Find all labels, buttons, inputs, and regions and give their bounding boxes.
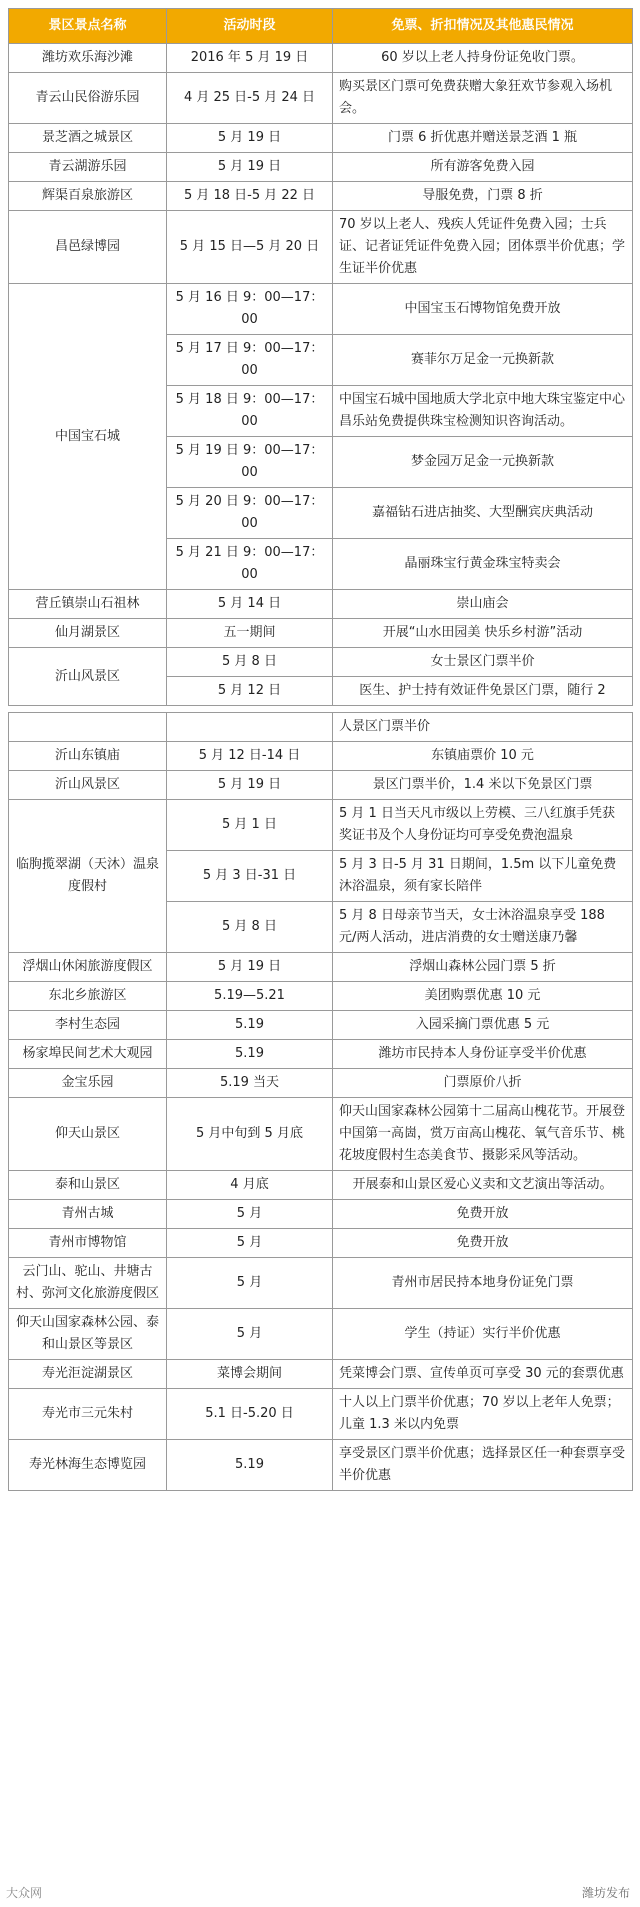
activity-period: 2016 年 5 月 19 日 xyxy=(167,44,333,73)
site-name-empty xyxy=(9,713,167,742)
site-name: 景芝酒之城景区 xyxy=(9,124,167,153)
table-row xyxy=(9,619,633,648)
table-row xyxy=(9,1171,633,1200)
activity-period: 4 月底 xyxy=(167,1171,333,1200)
table-row xyxy=(9,1440,633,1491)
activity-period-empty xyxy=(167,713,333,742)
activity-period: 5 月 8 日 xyxy=(167,902,333,953)
table-row xyxy=(9,1309,633,1360)
activity-period: 5 月 19 日 xyxy=(167,124,333,153)
discount-info: 女士景区门票半价 xyxy=(333,648,633,677)
discount-info: 门票 6 折优惠并赠送景芝酒 1 瓶 xyxy=(333,124,633,153)
discount-info: 景区门票半价，1.4 米以下免景区门票 xyxy=(333,771,633,800)
table-row xyxy=(9,982,633,1011)
discount-info: 免费开放 xyxy=(333,1200,633,1229)
table-row xyxy=(9,124,633,153)
site-name: 仰天山景区 xyxy=(9,1098,167,1171)
table-row xyxy=(9,590,633,619)
site-name: 辉渠百泉旅游区 xyxy=(9,182,167,211)
activity-period: 5 月 xyxy=(167,1229,333,1258)
site-name: 浮烟山休闲旅游度假区 xyxy=(9,953,167,982)
activity-period: 5.19 xyxy=(167,1011,333,1040)
site-name: 沂山风景区 xyxy=(9,648,167,706)
discount-info: 所有游客免费入园 xyxy=(333,153,633,182)
site-name: 杨家埠民间艺术大观园 xyxy=(9,1040,167,1069)
activity-period: 5.1 日-5.20 日 xyxy=(167,1389,333,1440)
activity-period: 5 月 3 日-31 日 xyxy=(167,851,333,902)
site-name: 青州古城 xyxy=(9,1200,167,1229)
activity-period: 5 月 19 日 xyxy=(167,771,333,800)
site-name: 沂山风景区 xyxy=(9,771,167,800)
discount-info: 医生、护士持有效证件免景区门票，随行 2 xyxy=(333,677,633,706)
activity-period: 五一期间 xyxy=(167,619,333,648)
header-col-desc: 免票、折扣情况及其他惠民情况 xyxy=(333,9,633,44)
discount-info: 东镇庙票价 10 元 xyxy=(333,742,633,771)
table-row xyxy=(9,771,633,800)
site-name: 营丘镇崇山石祖林 xyxy=(9,590,167,619)
activity-period: 5.19—5.21 xyxy=(167,982,333,1011)
activity-period: 5 月 1 日 xyxy=(167,800,333,851)
discount-info: 购买景区门票可免费获赠大象狂欢节参观入场机会。 xyxy=(333,73,633,124)
discount-table xyxy=(8,8,633,1491)
activity-period: 5 月 16 日 9：00—17：00 xyxy=(167,284,333,335)
activity-period: 5 月 14 日 xyxy=(167,590,333,619)
discount-info: 美团购票优惠 10 元 xyxy=(333,982,633,1011)
table-row xyxy=(9,211,633,284)
discount-info: 学生（持证）实行半价优惠 xyxy=(333,1309,633,1360)
site-name: 金宝乐园 xyxy=(9,1069,167,1098)
table-row xyxy=(9,1069,633,1098)
activity-period: 菜博会期间 xyxy=(167,1360,333,1389)
site-name: 昌邑绿博园 xyxy=(9,211,167,284)
activity-period: 5 月 17 日 9：00—17：00 xyxy=(167,335,333,386)
table-row xyxy=(9,953,633,982)
header-col-name: 景区景点名称 xyxy=(9,9,167,44)
discount-info: 60 岁以上老人持身份证免收门票。 xyxy=(333,44,633,73)
discount-info: 5 月 8 日母亲节当天，女士沐浴温泉享受 188 元/两人活动，进店消费的女士赠送康乃馨 xyxy=(333,902,633,953)
site-name: 青云山民俗游乐园 xyxy=(9,73,167,124)
discount-info: 导服免费，门票 8 折 xyxy=(333,182,633,211)
discount-info: 门票原价八折 xyxy=(333,1069,633,1098)
discount-info: 免费开放 xyxy=(333,1229,633,1258)
activity-period: 5 月 19 日 xyxy=(167,153,333,182)
table-header-row xyxy=(9,9,633,44)
discount-info: 凭菜博会门票、宣传单页可享受 30 元的套票优惠 xyxy=(333,1360,633,1389)
table-row xyxy=(9,1360,633,1389)
discount-info: 晶丽珠宝行黄金珠宝特卖会 xyxy=(333,539,633,590)
footer-source: 大众网 xyxy=(6,1886,43,1900)
activity-period: 4 月 25 日-5 月 24 日 xyxy=(167,73,333,124)
discount-info-continued: 人景区门票半价 xyxy=(333,713,633,742)
site-name: 临朐揽翠湖（天沐）温泉度假村 xyxy=(9,800,167,953)
table-row xyxy=(9,44,633,73)
table-row xyxy=(9,284,633,335)
activity-period: 5.19 当天 xyxy=(167,1069,333,1098)
site-name: 潍坊欢乐海沙滩 xyxy=(9,44,167,73)
activity-period: 5 月 19 日 9：00—17：00 xyxy=(167,437,333,488)
discount-info: 嘉福钻石进店抽奖、大型酬宾庆典活动 xyxy=(333,488,633,539)
site-name: 云门山、驼山、井塘古村、弥河文化旅游度假区 xyxy=(9,1258,167,1309)
table-row xyxy=(9,800,633,851)
discount-info: 崇山庙会 xyxy=(333,590,633,619)
site-name: 东北乡旅游区 xyxy=(9,982,167,1011)
discount-info: 5 月 1 日当天凡市级以上劳模、三八红旗手凭获奖证书及个人身份证均可享受免费泡温泉 xyxy=(333,800,633,851)
site-name: 仰天山国家森林公园、泰和山景区等景区 xyxy=(9,1309,167,1360)
site-name: 寿光林海生态博览园 xyxy=(9,1440,167,1491)
activity-period: 5 月中旬到 5 月底 xyxy=(167,1098,333,1171)
table-row xyxy=(9,73,633,124)
activity-period: 5 月 xyxy=(167,1258,333,1309)
footer xyxy=(0,1867,640,1907)
discount-info: 青州市居民持本地身份证免门票 xyxy=(333,1258,633,1309)
table-row xyxy=(9,1258,633,1309)
activity-period: 5 月 12 日 xyxy=(167,677,333,706)
activity-period: 5.19 xyxy=(167,1040,333,1069)
discount-info: 中国宝玉石博物馆免费开放 xyxy=(333,284,633,335)
site-name: 中国宝石城 xyxy=(9,284,167,590)
table-row xyxy=(9,648,633,677)
activity-period: 5 月 8 日 xyxy=(167,648,333,677)
header-col-time: 活动时段 xyxy=(167,9,333,44)
activity-period: 5 月 xyxy=(167,1200,333,1229)
activity-period: 5 月 15 日—5 月 20 日 xyxy=(167,211,333,284)
table-row xyxy=(9,742,633,771)
page-break xyxy=(9,706,633,713)
discount-info: 赛菲尔万足金一元换新款 xyxy=(333,335,633,386)
discount-info: 开展“山水田园美 快乐乡村游”活动 xyxy=(333,619,633,648)
table-row xyxy=(9,1229,633,1258)
site-name: 寿光洰淀湖景区 xyxy=(9,1360,167,1389)
site-name: 沂山东镇庙 xyxy=(9,742,167,771)
activity-period: 5 月 20 日 9：00—17：00 xyxy=(167,488,333,539)
activity-period: 5 月 18 日-5 月 22 日 xyxy=(167,182,333,211)
discount-info: 入园采摘门票优惠 5 元 xyxy=(333,1011,633,1040)
site-name: 青州市博物馆 xyxy=(9,1229,167,1258)
activity-period: 5 月 18 日 9：00—17：00 xyxy=(167,386,333,437)
table-row xyxy=(9,1040,633,1069)
table-row xyxy=(9,1389,633,1440)
discount-info: 浮烟山森林公园门票 5 折 xyxy=(333,953,633,982)
discount-info: 仰天山国家森林公园第十二届高山槐花节。开展登中国第一高崮，赏万亩高山槐花、氧气音乐节、桃花坡度假村生态美食节、摄影采风等活动。 xyxy=(333,1098,633,1171)
table-row xyxy=(9,153,633,182)
activity-period: 5 月 12 日-14 日 xyxy=(167,742,333,771)
site-name: 李村生态园 xyxy=(9,1011,167,1040)
site-name: 泰和山景区 xyxy=(9,1171,167,1200)
site-name: 仙月湖景区 xyxy=(9,619,167,648)
site-name: 寿光市三元朱村 xyxy=(9,1389,167,1440)
discount-info: 潍坊市民持本人身份证享受半价优惠 xyxy=(333,1040,633,1069)
activity-period: 5 月 21 日 9：00—17：00 xyxy=(167,539,333,590)
discount-info: 梦金园万足金一元换新款 xyxy=(333,437,633,488)
discount-info: 十人以上门票半价优惠；70 岁以上老年人免票；儿童 1.3 米以内免票 xyxy=(333,1389,633,1440)
activity-period: 5 月 xyxy=(167,1309,333,1360)
activity-period: 5.19 xyxy=(167,1440,333,1491)
discount-info: 享受景区门票半价优惠；选择景区任一种套票享受半价优惠 xyxy=(333,1440,633,1491)
table-row xyxy=(9,713,633,742)
table-row xyxy=(9,1098,633,1171)
activity-period: 5 月 19 日 xyxy=(167,953,333,982)
table-row xyxy=(9,1200,633,1229)
discount-info: 中国宝石城中国地质大学北京中地大珠宝鉴定中心昌乐站免费提供珠宝检测知识咨询活动。 xyxy=(333,386,633,437)
discount-info: 70 岁以上老人、残疾人凭证件免费入园；士兵证、记者证凭证件免费入园；团体票半价优惠；学生证半价优惠 xyxy=(333,211,633,284)
site-name: 青云湖游乐园 xyxy=(9,153,167,182)
footer-brand: 潍坊发布 xyxy=(581,1886,630,1900)
discount-info: 5 月 3 日-5 月 31 日期间，1.5m 以下儿童免费沐浴温泉，须有家长陪伴 xyxy=(333,851,633,902)
discount-info: 开展泰和山景区爱心义卖和文艺演出等活动。 xyxy=(333,1171,633,1200)
table-row xyxy=(9,182,633,211)
table-row xyxy=(9,1011,633,1040)
